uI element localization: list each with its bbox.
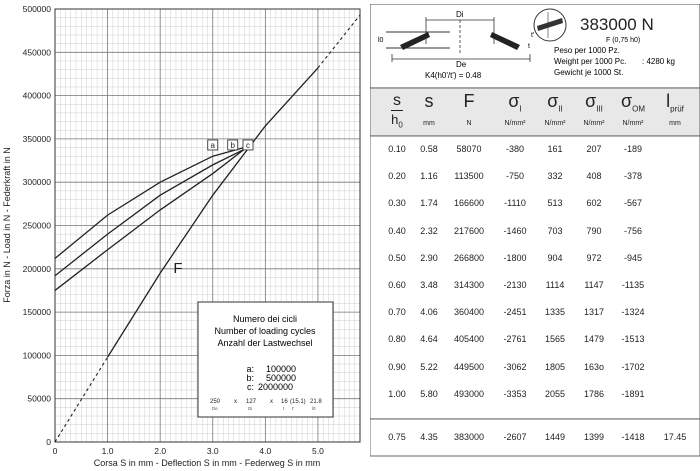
table-cell: 4.64	[420, 334, 438, 345]
series-b-label-box	[228, 140, 238, 150]
series-a-label-box	[208, 140, 218, 150]
col-unit: N	[466, 120, 472, 127]
table-cell: 360400	[453, 307, 485, 318]
table-cell: 2.90	[420, 252, 438, 263]
col-header: $\sigma_{II}$	[547, 91, 563, 114]
table-cell: 166600	[453, 198, 485, 209]
legend-dim-value: x	[270, 399, 273, 405]
legend-title-3: Anzahl der Lastwechsel	[217, 338, 313, 348]
table-body	[370, 136, 700, 419]
table-cell: 1317	[583, 307, 605, 318]
x-tick-label: 5.0	[312, 446, 324, 456]
summary-row	[370, 419, 700, 456]
table-cell: -1702	[621, 361, 645, 372]
table-cell: 1147	[584, 280, 604, 290]
diagram-label-di: Di	[456, 10, 464, 19]
table-cell: -1135	[621, 280, 645, 290]
table-cell: -378	[623, 171, 642, 182]
table-cell: 163o	[583, 361, 605, 372]
table-cell: 1479	[583, 334, 605, 345]
table-cell: 332	[547, 171, 563, 182]
col-unit: N/mm²	[622, 120, 644, 127]
diagram-label-l0: l0	[378, 37, 384, 44]
table-cell: 0.80	[388, 334, 406, 345]
spring-diagram	[370, 4, 700, 88]
y-tick-label: 150000	[22, 307, 51, 318]
table-cell: -567	[623, 198, 642, 209]
table-cell: 0.70	[388, 307, 406, 318]
legend-key-a: a:	[246, 364, 254, 374]
table-cell: 2055	[544, 388, 566, 399]
table-cell: 1114	[545, 280, 565, 290]
col-header: s	[424, 91, 434, 111]
table-cell: 0.40	[388, 225, 406, 236]
summary-cell: 1399	[583, 432, 605, 442]
diagram-label-t: t	[528, 43, 530, 50]
series-a-label: a	[210, 140, 215, 150]
table-cell: -756	[623, 225, 642, 236]
x-tick-label: 1.0	[101, 446, 114, 456]
legend-dim-value: (15.1)	[290, 399, 306, 405]
y-tick-label: 350000	[22, 133, 51, 144]
table-cell: 217600	[453, 225, 485, 236]
table-cell: 0.58	[420, 144, 438, 154]
table-cell: -1460	[503, 225, 527, 236]
x-tick-label: 0	[52, 446, 58, 456]
diagram-label-tp: t'	[531, 32, 535, 39]
legend-dim-sub: De	[212, 406, 218, 411]
legend-title-1: Numero dei cicli	[232, 314, 298, 324]
series-c-label-box	[243, 140, 253, 150]
table-cell: 5.22	[420, 361, 438, 372]
table-cell: -1891	[621, 388, 645, 399]
x-tick-label: 4.0	[259, 446, 272, 456]
col-unit: N/mm²	[583, 120, 605, 127]
table-cell: 58070	[456, 144, 482, 154]
table-cell: 1565	[544, 334, 566, 345]
table-cell: 493000	[453, 388, 485, 399]
y-axis-label: Forza in N - Load in N - Federkraft in N	[2, 147, 12, 303]
series-F-label: F	[173, 260, 183, 278]
summary-cell: 4.35	[420, 432, 438, 442]
table-cell: 5.80	[420, 388, 438, 399]
table-cell: 904	[547, 252, 563, 263]
legend-dim-value: x	[234, 399, 237, 405]
table-cell: 207	[586, 144, 602, 154]
spring-header	[370, 4, 700, 88]
col-unit: mm	[423, 120, 435, 127]
table-cell: -750	[505, 171, 524, 182]
table-cell: 1786	[583, 388, 605, 399]
y-tick-label: 400000	[22, 90, 51, 101]
legend-key-b: b:	[246, 373, 254, 383]
table-cell: -2451	[503, 307, 527, 318]
table-cell: 4.06	[420, 307, 438, 318]
legend-dim-value: 250	[210, 399, 221, 405]
table-cell: 405400	[453, 334, 485, 345]
legend-key-c: c:	[246, 382, 254, 392]
summary-cell: 1449	[544, 432, 566, 442]
table-cell: 161	[547, 144, 563, 154]
table-cell: -189	[623, 144, 642, 154]
y-tick-label: 100000	[22, 350, 51, 361]
legend-val-c: 2000000	[258, 382, 294, 392]
table-cell: -1800	[503, 252, 527, 263]
table-cell: 0.30	[388, 198, 406, 209]
legend-title-2: Number of loading cycles	[214, 326, 316, 336]
table-cell: 790	[586, 225, 602, 236]
table-cell: 314300	[453, 280, 485, 290]
col-unit: mm	[669, 120, 681, 127]
table-cell: 972	[586, 252, 602, 263]
y-tick-label: 450000	[22, 47, 51, 58]
table-cell: 0.50	[388, 252, 406, 263]
weight-label-it: Peso per 1000 Pz.	[554, 46, 620, 55]
x-tick-label: 3.0	[206, 446, 219, 456]
y-tick-label: 300000	[22, 177, 51, 188]
table-cell: -3062	[503, 361, 527, 372]
table-cell: 703	[547, 225, 563, 236]
table-cell: -2130	[503, 280, 527, 290]
col-unit: N/mm²	[504, 120, 526, 127]
table-cell: 1.16	[420, 171, 438, 182]
legend-dim-sub: l0	[312, 406, 316, 411]
weight-value: : 4280 kg	[642, 57, 675, 66]
legend-dim-value: 21.8	[310, 399, 322, 405]
y-tick-label: 0	[46, 437, 51, 447]
x-axis-label: Corsa S in mm - Deflection S in mm - Federweg S in mm	[93, 458, 321, 468]
y-tick-label: 500000	[22, 4, 51, 14]
y-tick-labels	[23, 4, 52, 447]
legend-dim-sub: Di	[248, 406, 253, 411]
table-cell: -945	[623, 252, 642, 263]
legend-val-a: 100000	[266, 364, 297, 374]
table-cell: 1335	[544, 307, 566, 318]
diagram-label-de: De	[456, 60, 467, 69]
summary-cell: 383000	[453, 432, 485, 442]
table-cell: 408	[586, 171, 602, 182]
legend-val-b: 500000	[266, 373, 297, 383]
force-label: F (0,75 h0)	[606, 37, 641, 44]
legend-dim-sub: t	[283, 406, 285, 411]
col-header: $\sigma_I$	[508, 91, 522, 114]
y-tick-label: 200000	[22, 263, 51, 274]
table-cell: -2761	[503, 334, 527, 345]
table-cell: 0.60	[388, 280, 406, 290]
col-unit: N/mm²	[544, 120, 566, 127]
y-tick-label: 50000	[27, 393, 51, 404]
table-cell: -1324	[621, 307, 645, 318]
weight-label-en: Weight per 1000 Pc.	[554, 57, 627, 66]
x-tick-labels	[53, 446, 324, 456]
table-cell: 0.90	[388, 361, 406, 372]
col-header: F	[463, 91, 475, 111]
col-header: $\sigma_{OM}$	[621, 91, 645, 114]
table-cell: 0.10	[388, 144, 406, 154]
table-cell: 602	[586, 198, 602, 209]
table-cell: 113500	[454, 171, 484, 182]
table-cell: -3353	[503, 388, 527, 399]
table-cell: 1805	[544, 361, 566, 372]
table-cell: 3.48	[420, 280, 438, 290]
table-cell: 0.20	[388, 171, 406, 182]
col-header: s $h_0$	[391, 92, 403, 130]
weight-label-de: Gewicht je 1000 St.	[554, 68, 624, 77]
legend-box	[198, 302, 333, 417]
y-tick-label: 250000	[22, 220, 51, 231]
table-header	[370, 88, 700, 136]
summary-cell: 0.75	[388, 432, 406, 442]
summary-cell: 17.45	[663, 432, 687, 442]
legend-dim-value: 16	[281, 399, 288, 405]
table-cell: -1110	[504, 198, 526, 209]
series-c-label: c	[245, 140, 250, 150]
col-header: $\sigma_{III}$	[585, 91, 603, 114]
table-cell: 1.00	[388, 388, 406, 399]
summary-cell: -1418	[621, 432, 645, 442]
table-cell: 266800	[453, 252, 485, 263]
part-number: 383000 N	[580, 15, 654, 34]
table-cell: 449500	[453, 361, 485, 372]
table-cell: 2.32	[420, 225, 438, 236]
table-cell: 513	[547, 198, 563, 209]
table-cell: 1.74	[420, 198, 438, 209]
legend-dim-value: 127	[246, 399, 257, 405]
summary-cell: -2607	[503, 432, 527, 442]
x-tick-label: 2.0	[154, 446, 167, 456]
col-header: $l_{prüf}$	[666, 91, 684, 114]
series-b-label: b	[230, 140, 235, 150]
diagram-k4-label: K4(h0'/t') = 0.48	[425, 71, 482, 80]
legend-dim-sub: t'	[292, 406, 295, 411]
table-cell: -380	[505, 144, 524, 154]
table-cell: -1513	[621, 334, 645, 345]
